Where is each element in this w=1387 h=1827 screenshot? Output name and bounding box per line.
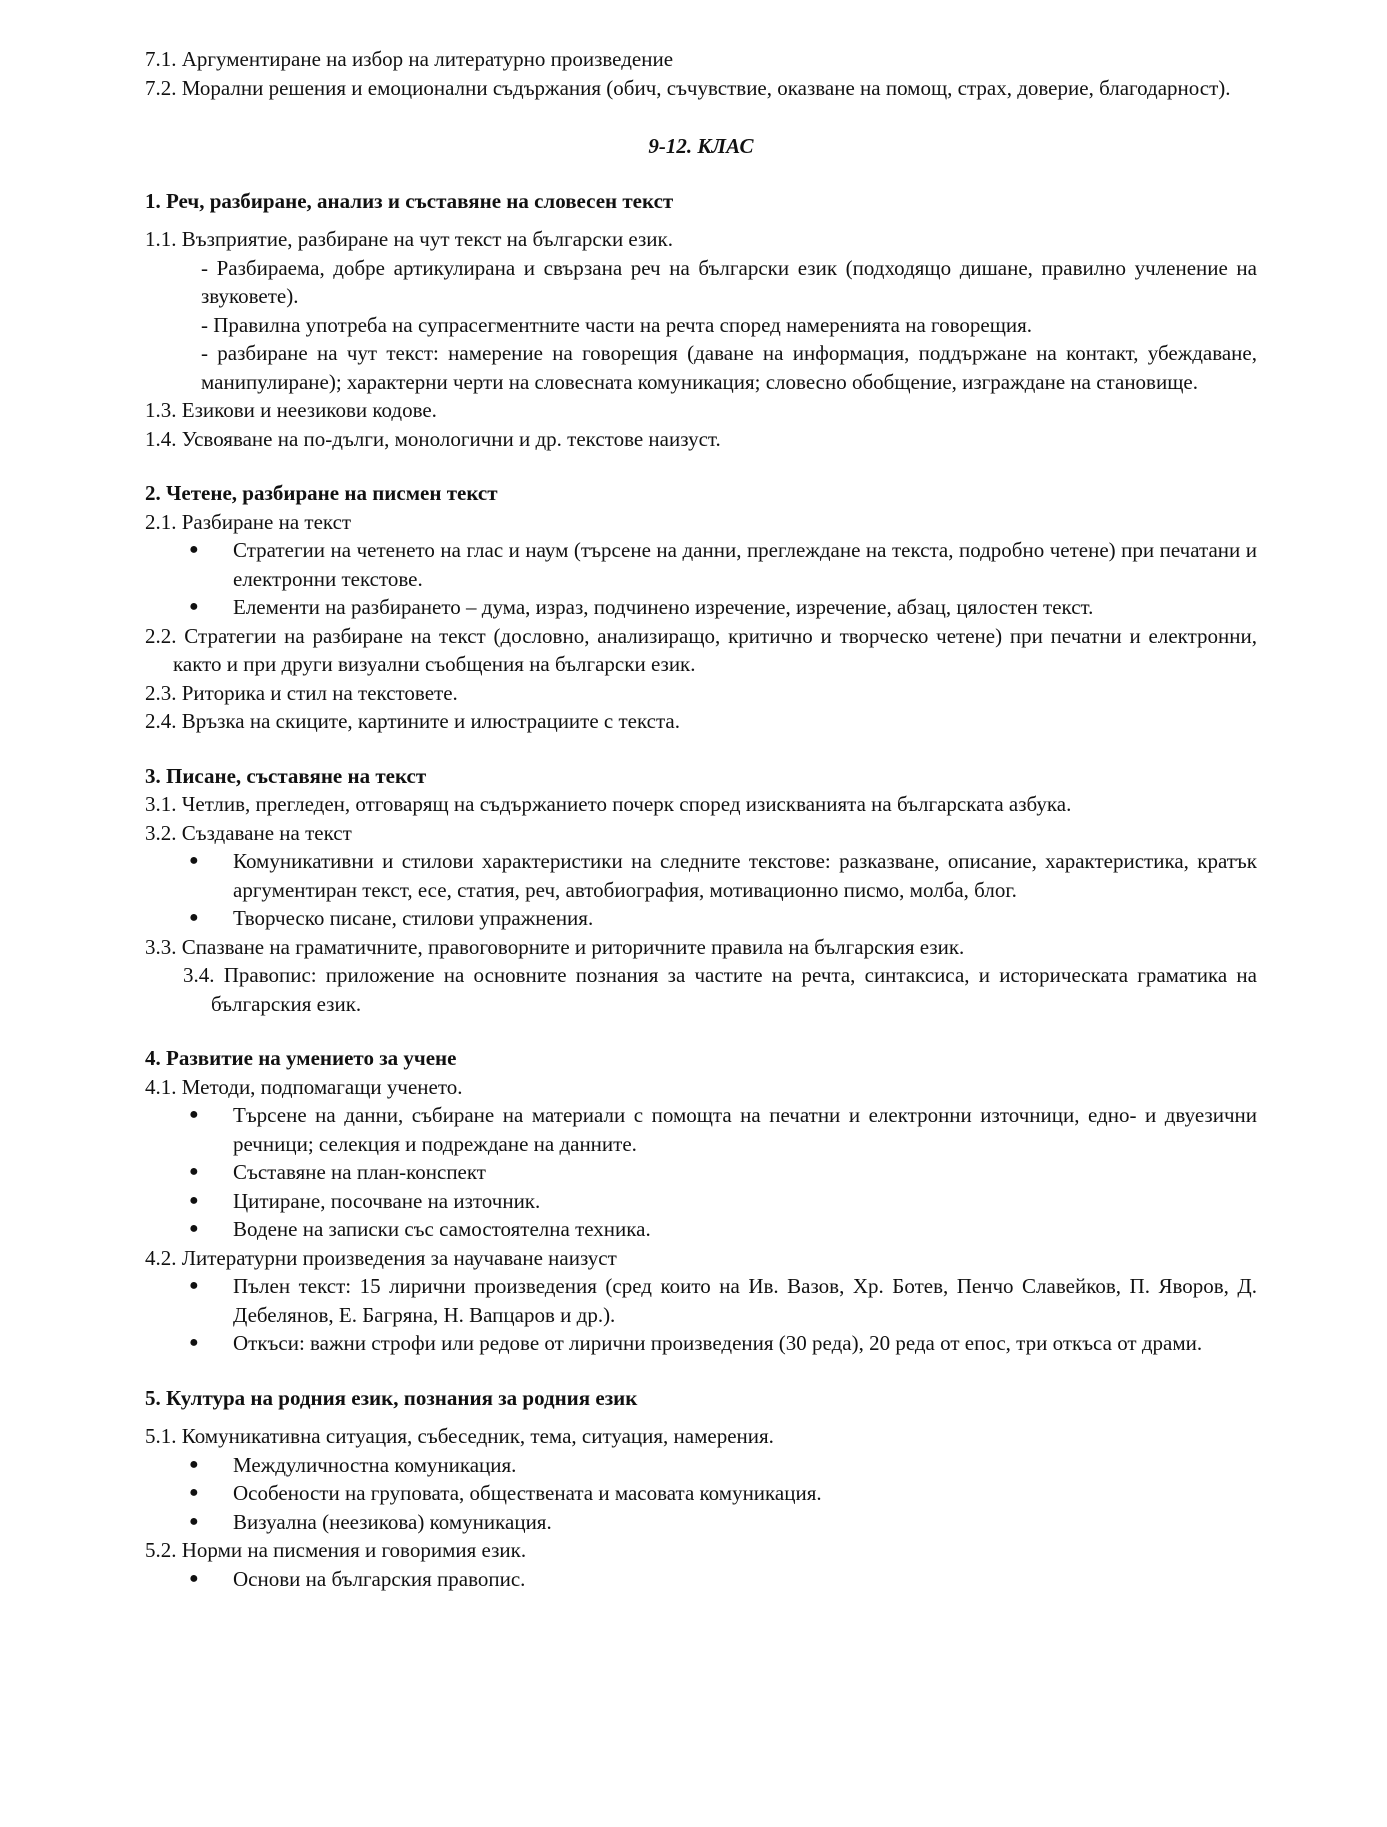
item-5-1: 5.1. Комуникативна ситуация, събеседник, тема, ситуация, намерения. bbox=[145, 1424, 774, 1448]
item-3-4: 3.4. Правопис: приложение на основните познания за частите на речта, синтаксиса, и историческата граматика на българския език. bbox=[183, 963, 1257, 1016]
bullet-icon: ● bbox=[189, 1220, 199, 1237]
list-item bbox=[189, 1101, 1257, 1158]
item-1-1: 1.1. Възприятие, разбиране на чут текст на български език. bbox=[145, 227, 673, 251]
section-5-heading: 5. Култура на родния език, познания за родния език bbox=[145, 1385, 638, 1410]
item-4-1: 4.1. Методи, подпомагащи ученето. bbox=[145, 1074, 463, 1099]
list-item-text: Съставяне на план-конспект bbox=[233, 1160, 486, 1184]
bullet-icon: ● bbox=[189, 598, 199, 615]
item-2-1: 2.1. Разбиране на текст bbox=[145, 509, 352, 534]
item-2-4: 2.4. Връзка на скиците, картините и илюстрациите с текста. bbox=[145, 709, 680, 733]
grade-title: 9-12. КЛАС bbox=[648, 134, 754, 158]
list-item bbox=[189, 1451, 1257, 1480]
item-2-3: 2.3. Риторика и стил на текстовете. bbox=[145, 680, 458, 705]
list-item-text: Визуална (неезикова) комуникация. bbox=[233, 1509, 552, 1534]
bullet-icon: ● bbox=[189, 1163, 199, 1180]
list-item-text: Основи на българския правопис. bbox=[233, 1566, 526, 1591]
list-item bbox=[189, 536, 1257, 593]
list-item bbox=[189, 1187, 1257, 1216]
list-item bbox=[189, 847, 1257, 904]
bullet-icon: ● bbox=[189, 1334, 199, 1351]
bullet-icon: ● bbox=[189, 1277, 199, 1294]
list-item-text: Водене на записки със самостоятелна техника. bbox=[233, 1217, 651, 1241]
item-3-2: 3.2. Създаване на текст bbox=[145, 820, 352, 845]
dash-item: - Разбираема, добре артикулирана и свързана реч на български език (подходящо дишане, правилно учленение на звуковете). bbox=[201, 255, 1257, 308]
bullet-icon: ● bbox=[189, 1191, 199, 1209]
list-item bbox=[189, 1272, 1257, 1329]
list-item-text: Комуникативни и стилови характеристики на следните текстове: разказване, описание, характеристика, кратък аргументиран текст, есе, статия, реч, автобиография, мотивационно писмо, молба, блог. bbox=[233, 849, 1257, 902]
item-3-1: 3.1. Четлив, прегледен, отговарящ на съдържанието почерк според изискванията на българската азбука. bbox=[145, 792, 1072, 816]
bullet-icon: ● bbox=[189, 541, 199, 558]
list-item bbox=[189, 1479, 1257, 1508]
list-item bbox=[189, 904, 1257, 933]
bullet-list-5-1 bbox=[145, 1451, 1257, 1537]
list-item-text: Цитиране, посочване на източник. bbox=[233, 1188, 541, 1213]
list-item-text: Пълен текст: 15 лирични произведения (сред които на Ив. Вазов, Хр. Ботев, Пенчо Славейков, П. Яворов, Д. Дебелянов, Е. Багряна, Н. Вапцаров и др.). bbox=[233, 1274, 1257, 1327]
section-3-heading: 3. Писане, съставяне на текст bbox=[145, 763, 427, 788]
bullet-icon: ● bbox=[189, 1569, 199, 1587]
list-item bbox=[189, 1565, 1257, 1594]
bullet-icon: ● bbox=[189, 1455, 199, 1473]
dash-item: - разбиране на чут текст: намерение на говорещия (даване на информация, поддържане на контакт, убеждаване, манипулиране); характерни черти на словесната комуникация; словесно обобщение, изграждане на становище. bbox=[201, 341, 1257, 394]
item-1-4: 1.4. Усвояване на по-дълги, монологични и др. текстове наизуст. bbox=[145, 426, 721, 451]
bullet-list-4-1 bbox=[145, 1101, 1257, 1244]
section-2-heading: 2. Четене, разбиране на писмен текст bbox=[145, 481, 498, 505]
bullet-icon: ● bbox=[189, 1106, 199, 1123]
dash-item: - Правилна употреба на супрасегментните части на речта според намеренията на говорещия. bbox=[201, 312, 1033, 337]
bullet-icon: ● bbox=[189, 909, 199, 926]
intro-item-7-1: 7.1. Аргументиране на избор на литературно произведение bbox=[145, 47, 674, 71]
item-2-2: 2.2. Стратегии на разбиране на текст (дословно, анализиращо, критично и творческо четене) при печатни и електронни, както и при други визуални съобщения на български език. bbox=[145, 623, 1257, 676]
list-item-text: Междуличностна комуникация. bbox=[233, 1452, 517, 1477]
bullet-icon: ● bbox=[189, 852, 199, 869]
list-item-text: Особености на груповата, обществената и масовата комуникация. bbox=[233, 1481, 822, 1505]
bullet-icon: ● bbox=[189, 1512, 199, 1530]
item-3-3: 3.3. Спазване на граматичните, правоговорните и риторичните правила на българския език. bbox=[145, 934, 965, 959]
list-item bbox=[189, 1215, 1257, 1244]
list-item-text: Творческо писане, стилови упражнения. bbox=[233, 906, 594, 930]
list-item bbox=[189, 1329, 1257, 1358]
list-item-text: Елементи на разбирането – дума, израз, подчинено изречение, изречение, абзац, цялостен текст. bbox=[233, 595, 1094, 619]
list-item-text: Търсене на данни, събиране на материали с помощта на печатни и електронни източници, едно- и двуезични речници; селекция и подреждане на данните. bbox=[233, 1103, 1257, 1156]
bullet-list-5-2 bbox=[145, 1565, 1257, 1594]
section-4-heading: 4. Развитие на умението за учене bbox=[145, 1046, 457, 1070]
list-item bbox=[189, 1508, 1257, 1537]
list-item-text: Откъси: важни строфи или редове от лирични произведения (30 реда), 20 реда от епос, три откъса от драми. bbox=[233, 1331, 1203, 1355]
item-4-2: 4.2. Литературни произведения за научаване наизуст bbox=[145, 1245, 617, 1270]
bullet-icon: ● bbox=[189, 1484, 199, 1501]
bullet-list-3-2 bbox=[145, 847, 1257, 933]
bullet-list-2-1 bbox=[145, 536, 1257, 622]
item-5-2: 5.2. Норми на писмения и говоримия език. bbox=[145, 1538, 527, 1562]
section-1-heading: 1. Реч, разбиране, анализ и съставяне на словесен текст bbox=[145, 188, 674, 213]
list-item bbox=[189, 1158, 1257, 1187]
bullet-list-4-2 bbox=[145, 1272, 1257, 1358]
list-item-text: Стратегии на четенето на глас и наум (търсене на данни, преглеждане на текста, подробно четене) при печатани и електронни текстове. bbox=[233, 538, 1257, 591]
item-1-3: 1.3. Езикови и неезикови кодове. bbox=[145, 398, 437, 422]
intro-item-7-2: 7.2. Морални решения и емоционални съдържания (обич, съчувствие, оказване на помощ, страх, доверие, благодарност). bbox=[145, 75, 1231, 100]
document-page bbox=[145, 45, 1257, 1593]
list-item bbox=[189, 593, 1257, 622]
